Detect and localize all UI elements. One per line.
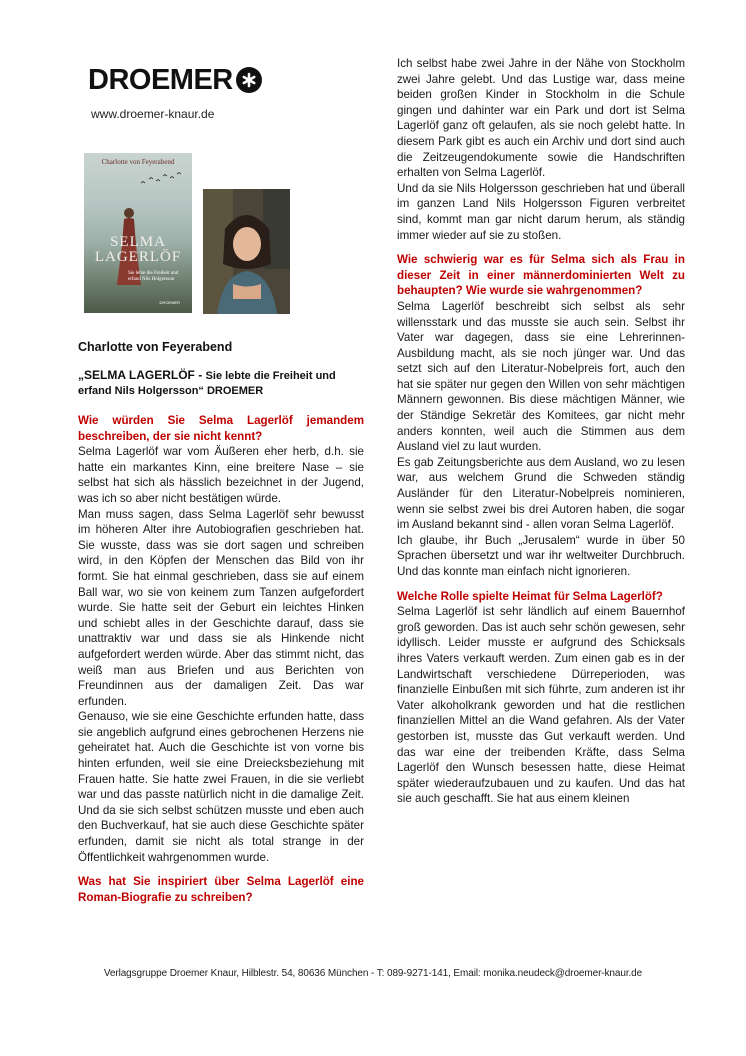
question-heading: Wie schwierig war es für Selma sich als Frau in dieser Zeit in einer männerdominierten Welt zu behaupten? Wie wurde sie wahrgenommen? [397, 253, 685, 298]
answer-paragraph: Es gab Zeitungsberichte aus dem Ausland, wo zu lesen war, aus welchem Grund die Schweden ständig Ausländer für den Literatur-Nobelpreis nominieren, wenn sie selbst zwei bis drei Autoren haben, die sogar im Ausland bekannt sind - allen voran Selma Lagerlöf. [397, 455, 685, 532]
answer-paragraph: Selma Lagerlöf war vom Äußeren eher herb, d.h. sie hatte ein markantes Kinn, eine breitere Nase – sie selbst hat sich als hässlich bezeichnet in der Jugend, was ich so aber nicht bestätigen würde. [78, 445, 364, 505]
answer-paragraph: Ich selbst habe zwei Jahre in der Nähe von Stockholm zwei Jahre gelebt. Und das Lustige war, dass meine beiden großen Kinder in Stockholm in die Schule gingen und dahinter war ein Park und dort ist Selma Lagerlöf ganz oft gelaufen, als sie noch gelebt hatte. In diesem Park gibt es auch ein Archiv und dort sind auch die Zeitzeugendokumente sowie die Handschriften erhalten von Selma Lagerlöf. [397, 57, 685, 180]
answer-paragraph: Und da sie Nils Holgersson geschrieben hat und überall im ganzen Land Nils Holgersson Figuren verbreitet sind, kommt man gar nicht darum herum, als ständig immer wieder auf sie zu stoßen. [397, 181, 685, 242]
answer-paragraph: Genauso, wie sie eine Geschichte erfunden hatte, dass sie angeblich aufgrund eines gebrochenen Herzens nie geheiratet hat. Auch die Geschichte ist von vorne bis hinten erfunden, weil sie eine Dreiecksbeziehung mit Frauen hatte. Sie hatte zwei Frauen, in die sie verliebt war und das passte natürlich nicht in die damalige Zeit. Und da sie sich selbst schützen musste und eben auch den Buchverkauf, hat sie auch diese Geschichte später erfunden, damit sie nicht als total strange in der Öffentlichkeit wahrgenommen wurde. [78, 710, 364, 864]
question-heading: Wie würden Sie Selma Lagerlöf jemandem beschreiben, der sie nicht kennt? [78, 414, 364, 443]
book-title: „SELMA LAGERLÖF - Sie lebte die Freiheit und erfand Nils Holgersson“ DROEMER [78, 368, 336, 397]
cover-publisher: DROEMER [159, 300, 180, 305]
logo-text: DROEMER [88, 64, 233, 96]
right-column [397, 56, 685, 807]
answer-paragraph: Man muss sagen, dass Selma Lagerlöf sehr bewusst im höheren Alter ihre Autobiografien geschrieben hat. Sie wusste, dass was sie dort sagen und schreiben wird, in den Köpfen der Menschen das Bild von ihr formt. Sie hat einmal geschrieben, dass sie auf einem Ball war, wo sie von keinem zum Tanzen aufgefordert wurde. Sie hatte seit der Geburt ein leichtes Hinken und schiebt alles in der Geschichte darauf, dass sie unattraktiv war und dass sie als Hinkende nicht aufgefordert werden würde. Aber das stimmt nicht, das weiß man aus Briefen und aus Berichten von Freundinnen aus der damaligen Zeit. Das war erfunden. [78, 507, 364, 708]
answer-paragraph: Ich glaube, ihr Buch „Jerusalem“ wurde in über 50 Sprachen übersetzt und war ihr weltweiter Durchbruch. Und das konnte man einfach nicht ignorieren. [397, 533, 685, 578]
asterisk-logo-icon [236, 67, 262, 93]
question-heading: Welche Rolle spielte Heimat für Selma Lagerlöf? [397, 589, 663, 603]
birds-icon [139, 171, 184, 189]
publisher-url: www.droemer-knaur.de [91, 107, 215, 121]
question-heading: Was hat Sie inspiriert über Selma Lagerlöf eine Roman-Biografie zu schreiben? [78, 875, 364, 904]
author-photo [203, 189, 290, 314]
left-column [78, 413, 364, 905]
page-footer: Verlagsgruppe Droemer Knaur, Hilblestr. 54, 80636 München - T: 089-9271-141, Email: monika.neudeck@droemer-knaur.de [103, 968, 643, 979]
cover-title: SELMA LAGERLÖF [94, 234, 182, 265]
answer-paragraph: Selma Lagerlöf ist sehr ländlich auf einem Bauernhof groß geworden. Das ist auch sehr schön gewesen, sehr idyllisch. Leider musste er aufgrund des Schicksals ihres Vaters verkauft werden. Zum einen gab es in der Landwirtschaft verschiedene Dürreperioden, was finanzielle Einbußen mit sich führte, zum anderen ist ihr Vater alkoholkrank geworden und hat die restlichen finanziellen Mittel an die Wand gefahren. Als der Vater gestorben ist, musste das Gut verkauft werden. Und das war eine der treibenden Kräfte, dass Selma Lagerlöf den Wunsch besessen hatte, diese Heimat später wiederaufzubauen und zu kaufen. Und das hat sie auch geschafft. Sie hat aus einem kleinen [397, 605, 685, 806]
author-name: Charlotte von Feyerabend [78, 340, 233, 354]
publisher-logo [88, 64, 262, 96]
book-cover-image [84, 153, 192, 313]
answer-paragraph: Selma Lagerlöf beschreibt sich selbst als sehr willensstark und das musste sie auch sein. Selbst ihr Vater war dagegen, dass sie eine Lehrerinnen-Ausbildung macht, als sie noch jünger war. Und das setzt sich auf den Literatur-Nobelpreis fort, auch den hat sie später nur gegen den Willen von sehr mächtigen Männern gewonnen. Bis diese mächtigen Männer, wie der Ständige Sekretär des Komitees, gar nicht mehr anders konnten, weil auch die Stimmen aus dem Ausland viel zu laut wurden. [397, 299, 685, 454]
cover-author: Charlotte von Feyerabend [101, 158, 175, 166]
cover-subtitle: Sie lebte die Freiheit und erfand Nils Holgersson [128, 271, 179, 282]
